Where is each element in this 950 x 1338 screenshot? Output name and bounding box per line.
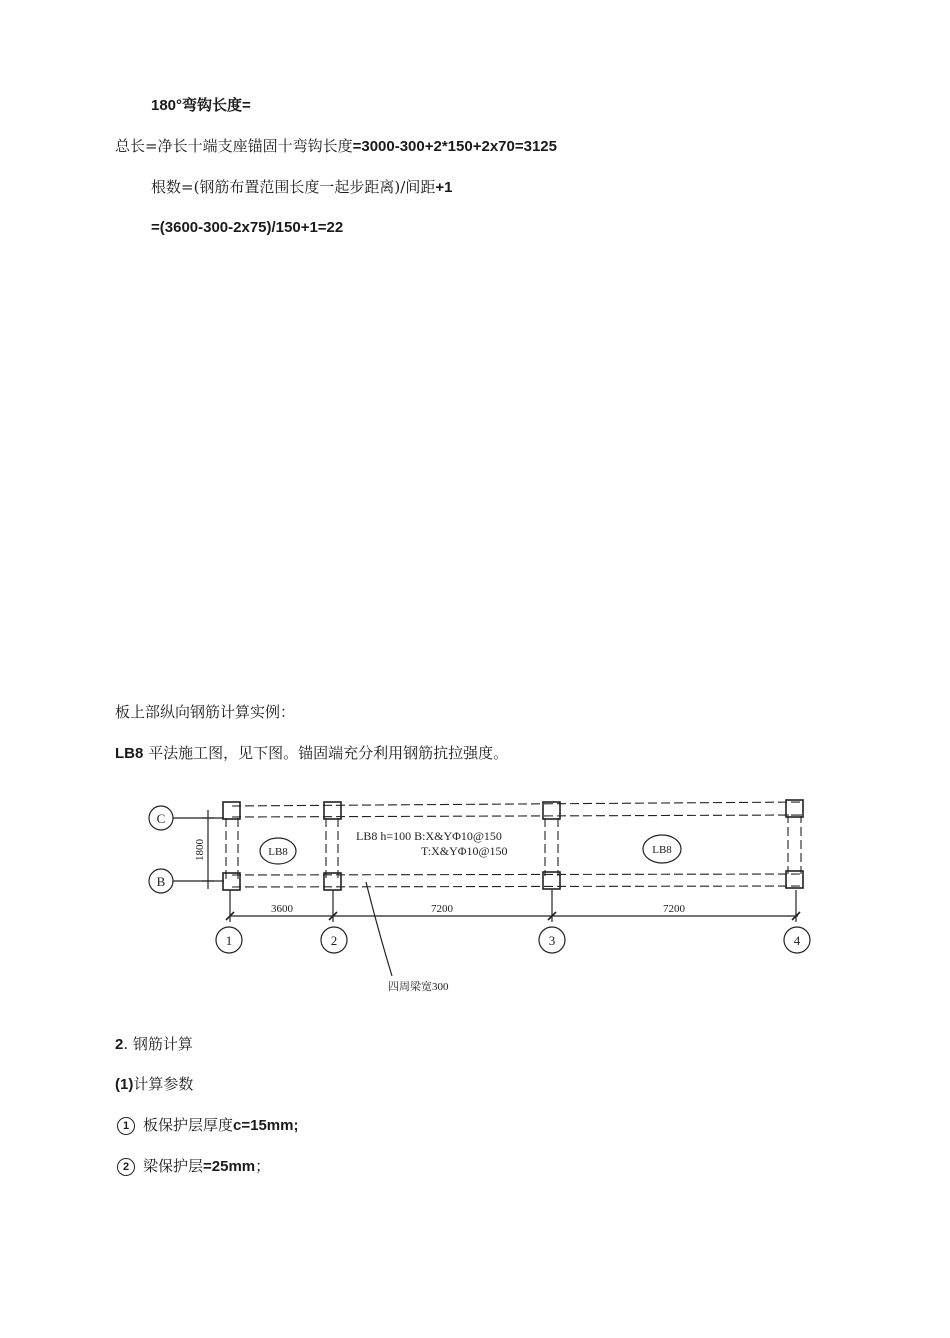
- lb8-description: 平法施工图，见下图。锚固端充分利用钢筋抗拉强度。: [148, 744, 509, 762]
- slab-label-right: LB8: [652, 844, 672, 856]
- item-2-punct: ；: [255, 1157, 271, 1175]
- item-2-text: 梁保护层: [143, 1157, 204, 1175]
- axis-label-C: C: [156, 811, 166, 826]
- subsection-1-number: (1): [115, 1076, 134, 1093]
- axis-label-B: B: [156, 874, 166, 889]
- param-item-2: [117, 1156, 270, 1177]
- total-length-text: 净长十端支座锚固十弯钩长度: [157, 137, 353, 155]
- slab-annotation-bottom: LB8 h=100 B:X&YΦ10@150: [356, 829, 502, 843]
- lb8-description-line: [115, 743, 508, 764]
- slab-annotation-top: T:X&YΦ10@150: [421, 844, 508, 858]
- example-heading: 板上部纵向钢筋计算实例：: [115, 703, 296, 721]
- count-formula-line: [151, 217, 343, 238]
- slab-plan-figure: [140, 790, 820, 1000]
- total-length-line: [115, 136, 557, 157]
- axis-label-1: 1: [225, 933, 233, 948]
- section-2-heading: [115, 1034, 193, 1055]
- count-formula: =(3600-300-2x75)/150+1=22: [151, 219, 344, 236]
- subsection-1-heading: [115, 1074, 193, 1095]
- beam-leader-line: [366, 882, 392, 976]
- subsection-1-title: 计算参数: [133, 1075, 194, 1093]
- hook-length-line: [151, 95, 251, 116]
- slab-label-left: LB8: [268, 846, 288, 858]
- beam-width-note: 四周梁宽300: [388, 981, 449, 993]
- dimension-span-3: 7200: [663, 903, 685, 915]
- axis-label-4: 4: [793, 933, 801, 948]
- axis-label-3: 3: [548, 933, 556, 948]
- hook-length-label: 180°弯钩长度=: [151, 97, 251, 114]
- axis-label-2: 2: [330, 933, 338, 948]
- item-1-value: c=15mm;: [233, 1117, 299, 1134]
- param-item-1: [117, 1115, 298, 1136]
- count-label: 根数=: [151, 178, 194, 196]
- item-1-marker: 1: [117, 1117, 135, 1135]
- count-suffix: +1: [435, 179, 453, 196]
- item-1-text: 板保护层厚度: [143, 1116, 234, 1134]
- dimension-span-2: 7200: [431, 903, 453, 915]
- total-length-label: 总长=: [115, 137, 158, 155]
- dimension-span-1: 3600: [271, 903, 293, 915]
- item-2-value: =25mm: [203, 1158, 256, 1175]
- count-text: (钢筋布置范围长度一起步距离)/间距: [193, 178, 436, 196]
- section-2-title: . 钢筋计算: [123, 1035, 193, 1053]
- item-2-marker: 2: [117, 1158, 135, 1176]
- dimension-row-spacing: 1800: [194, 839, 206, 861]
- total-length-formula: =3000-300+2*150+2x70=3125: [352, 138, 557, 155]
- lb8-code: LB8: [115, 745, 144, 762]
- count-line: [151, 177, 452, 198]
- section-2-number: 2: [115, 1036, 124, 1053]
